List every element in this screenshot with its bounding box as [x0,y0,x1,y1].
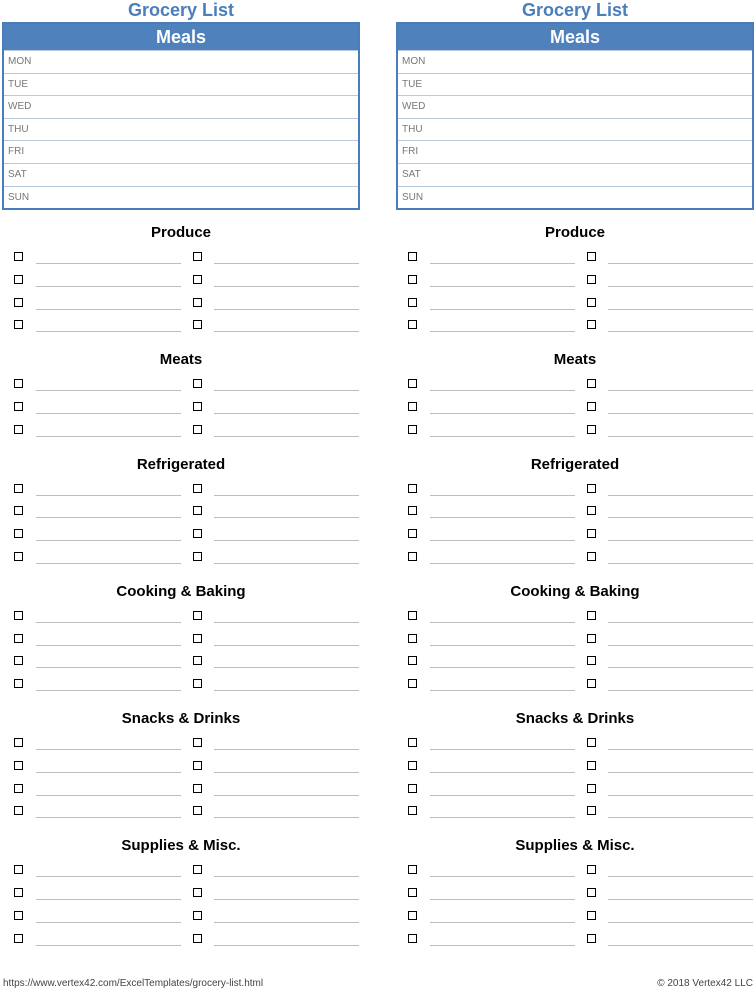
section-items [396,478,754,569]
item-line[interactable] [608,563,753,564]
checkbox[interactable] [587,934,596,943]
item-row [396,882,754,905]
item-line[interactable] [608,263,753,264]
item-line[interactable] [608,795,753,796]
meal-day-row[interactable]: MON [4,50,358,73]
item-line[interactable] [214,945,359,946]
footer-copyright: © 2018 Vertex42 LLC [657,978,753,989]
item-line[interactable] [36,286,181,287]
checkbox[interactable] [193,865,202,874]
item-row [396,523,754,546]
item-line[interactable] [430,517,575,518]
item-line[interactable] [430,413,575,414]
item-line[interactable] [608,876,753,877]
checkbox[interactable] [193,761,202,770]
meal-day-row[interactable]: FRI [398,140,752,163]
item-line[interactable] [214,309,359,310]
item-row [2,905,360,928]
checkbox[interactable] [14,320,23,329]
item-line[interactable] [430,563,575,564]
item-line[interactable] [430,817,575,818]
checkbox[interactable] [14,484,23,493]
grocery-list-right [396,0,754,950]
checkbox[interactable] [587,611,596,620]
item-line[interactable] [608,495,753,496]
meal-day-row[interactable]: TUE [398,73,752,96]
section-items [2,246,360,337]
checkbox[interactable] [408,761,417,770]
item-line[interactable] [214,645,359,646]
checkbox[interactable] [587,865,596,874]
section-title: Produce [150,224,211,241]
meal-day-row[interactable]: SUN [398,186,752,209]
checkbox[interactable] [408,506,417,515]
item-row [396,419,754,442]
checkbox[interactable] [193,252,202,261]
item-line[interactable] [214,749,359,750]
checkbox[interactable] [193,552,202,561]
item-line[interactable] [36,945,181,946]
checkbox[interactable] [193,529,202,538]
section-title: Produce [544,224,605,241]
checkbox[interactable] [587,552,596,561]
section-title: Meats [159,351,203,369]
item-row [2,882,360,905]
item-line[interactable] [608,945,753,946]
item-row [2,650,360,673]
section-title: Refrigerated [530,455,620,473]
meal-day-row[interactable]: WED [398,95,752,118]
checkbox[interactable] [14,529,23,538]
meal-day-row[interactable]: TUE [4,73,358,96]
checkbox[interactable] [408,738,417,747]
checkbox[interactable] [14,552,23,561]
item-line[interactable] [214,922,359,923]
checkbox[interactable] [14,806,23,815]
item-row [396,905,754,928]
item-line[interactable] [36,899,181,900]
meal-day-row[interactable]: SAT [398,163,752,186]
section-items [396,605,754,696]
section-title: Snacks & Drinks [515,709,635,727]
checkbox[interactable] [587,252,596,261]
checkbox[interactable] [14,679,23,688]
item-line[interactable] [430,922,575,923]
item-line[interactable] [214,876,359,877]
item-line[interactable] [608,817,753,818]
checkbox[interactable] [408,865,417,874]
item-line[interactable] [430,286,575,287]
item-line[interactable] [430,331,575,332]
item-line[interactable] [430,263,575,264]
checkbox[interactable] [587,484,596,493]
checkbox[interactable] [193,934,202,943]
checkbox[interactable] [587,379,596,388]
item-row [396,628,754,651]
item-row [2,859,360,882]
item-line[interactable] [214,540,359,541]
item-line[interactable] [430,899,575,900]
checkbox[interactable] [14,784,23,793]
item-line[interactable] [608,645,753,646]
checkbox[interactable] [14,911,23,920]
item-line[interactable] [608,540,753,541]
meal-day-row[interactable]: SAT [4,163,358,186]
checkbox[interactable] [408,806,417,815]
item-line[interactable] [430,645,575,646]
checkbox[interactable] [193,911,202,920]
item-line[interactable] [36,690,181,691]
section-items [2,732,360,823]
item-row [396,778,754,801]
checkbox[interactable] [193,402,202,411]
meal-day-row[interactable]: MON [398,50,752,73]
section-title: Supplies & Misc. [121,837,241,855]
item-line[interactable] [36,517,181,518]
item-line[interactable] [430,772,575,773]
checkbox[interactable] [193,298,202,307]
checkbox[interactable] [14,252,23,261]
checkbox[interactable] [193,888,202,897]
checkbox[interactable] [587,911,596,920]
item-line[interactable] [214,390,359,391]
meal-day-row[interactable]: THU [398,118,752,141]
checkbox[interactable] [14,298,23,307]
checkbox[interactable] [587,888,596,897]
item-row [396,928,754,951]
checkbox[interactable] [587,634,596,643]
item-line[interactable] [214,436,359,437]
meal-day-row[interactable]: FRI [4,140,358,163]
item-line[interactable] [36,413,181,414]
item-row [396,605,754,628]
footer-url[interactable]: https://www.vertex42.com/ExcelTemplates/grocery-list.html [3,978,264,989]
item-row [2,373,360,396]
section-items [396,859,754,950]
item-line[interactable] [36,922,181,923]
section-title: Cooking & Baking [510,582,640,600]
item-row [2,500,360,523]
checkbox[interactable] [193,275,202,284]
item-line[interactable] [214,263,359,264]
item-row [2,269,360,292]
item-line[interactable] [214,517,359,518]
checkbox[interactable] [193,656,202,665]
item-line[interactable] [608,413,753,414]
checkbox[interactable] [587,529,596,538]
checkbox[interactable] [587,738,596,747]
meals-header: Meals [4,24,358,50]
checkbox[interactable] [14,611,23,620]
checkbox[interactable] [408,298,417,307]
item-line[interactable] [430,690,575,691]
item-row [396,500,754,523]
item-row [2,732,360,755]
item-line[interactable] [36,795,181,796]
item-line[interactable] [608,390,753,391]
item-row [2,314,360,337]
item-line[interactable] [36,667,181,668]
meals-table [396,22,754,210]
section-title: Meats [553,351,597,369]
item-line[interactable] [214,495,359,496]
item-line[interactable] [608,922,753,923]
item-line[interactable] [214,413,359,414]
checkbox[interactable] [193,611,202,620]
item-line[interactable] [36,331,181,332]
item-row [396,650,754,673]
checkbox[interactable] [193,379,202,388]
checkbox[interactable] [408,634,417,643]
checkbox[interactable] [408,679,417,688]
item-row [396,314,754,337]
checkbox[interactable] [193,634,202,643]
checkbox[interactable] [14,506,23,515]
section-title: Snacks & Drinks [121,709,241,727]
item-row [2,396,360,419]
item-line[interactable] [608,690,753,691]
checkbox[interactable] [587,679,596,688]
item-row [2,292,360,315]
meal-day-row[interactable]: THU [4,118,358,141]
item-line[interactable] [214,899,359,900]
item-row [2,928,360,951]
item-line[interactable] [36,645,181,646]
checkbox[interactable] [408,656,417,665]
item-line[interactable] [36,436,181,437]
item-row [396,800,754,823]
item-line[interactable] [36,817,181,818]
item-line[interactable] [36,390,181,391]
item-line[interactable] [36,772,181,773]
item-line[interactable] [430,749,575,750]
item-line[interactable] [214,667,359,668]
item-line[interactable] [36,540,181,541]
list-title: Grocery List [521,0,629,20]
item-row [396,373,754,396]
item-line[interactable] [36,495,181,496]
item-line[interactable] [214,772,359,773]
list-title: Grocery List [127,0,235,20]
item-row [2,246,360,269]
checkbox[interactable] [14,656,23,665]
checkbox[interactable] [14,761,23,770]
item-line[interactable] [36,749,181,750]
item-line[interactable] [36,622,181,623]
section-title: Cooking & Baking [116,582,246,600]
checkbox[interactable] [14,934,23,943]
item-line[interactable] [608,899,753,900]
meal-day-row[interactable]: SUN [4,186,358,209]
item-line[interactable] [430,622,575,623]
checkbox[interactable] [587,806,596,815]
item-line[interactable] [214,690,359,691]
grocery-list-left [2,0,360,950]
checkbox[interactable] [14,865,23,874]
item-row [396,732,754,755]
item-line[interactable] [430,390,575,391]
checkbox[interactable] [14,634,23,643]
section-items [396,732,754,823]
section-items [2,478,360,569]
item-row [2,523,360,546]
checkbox[interactable] [193,320,202,329]
checkbox[interactable] [408,911,417,920]
item-row [396,859,754,882]
item-line[interactable] [608,622,753,623]
checkbox[interactable] [14,738,23,747]
item-line[interactable] [608,309,753,310]
item-row [396,396,754,419]
section-items [396,373,754,441]
section-title: Supplies & Misc. [515,837,635,855]
item-row [2,546,360,569]
checkbox[interactable] [587,298,596,307]
item-line[interactable] [214,817,359,818]
checkbox[interactable] [408,484,417,493]
item-line[interactable] [430,309,575,310]
item-line[interactable] [214,286,359,287]
item-line[interactable] [608,772,753,773]
item-line[interactable] [430,945,575,946]
checkbox[interactable] [587,402,596,411]
item-line[interactable] [36,563,181,564]
checkbox[interactable] [14,402,23,411]
checkbox[interactable] [408,252,417,261]
item-row [396,292,754,315]
item-row [396,478,754,501]
item-line[interactable] [608,749,753,750]
item-row [396,246,754,269]
item-row [396,755,754,778]
checkbox[interactable] [587,506,596,515]
checkbox[interactable] [14,425,23,434]
item-line[interactable] [608,331,753,332]
item-line[interactable] [214,622,359,623]
item-row [2,800,360,823]
item-row [2,419,360,442]
item-line[interactable] [608,286,753,287]
checkbox[interactable] [587,656,596,665]
checkbox[interactable] [193,506,202,515]
item-line[interactable] [214,563,359,564]
item-line[interactable] [36,263,181,264]
item-line[interactable] [608,667,753,668]
item-row [2,605,360,628]
item-line[interactable] [430,667,575,668]
section-title: Refrigerated [136,455,226,473]
checkbox[interactable] [587,425,596,434]
item-row [396,546,754,569]
item-line[interactable] [36,876,181,877]
checkbox[interactable] [408,320,417,329]
item-line[interactable] [36,309,181,310]
item-row [396,269,754,292]
checkbox[interactable] [14,275,23,284]
item-row [2,755,360,778]
item-line[interactable] [430,876,575,877]
section-items [2,605,360,696]
checkbox[interactable] [587,761,596,770]
item-row [2,478,360,501]
item-row [2,628,360,651]
item-line[interactable] [430,436,575,437]
meals-header: Meals [398,24,752,50]
checkbox[interactable] [193,484,202,493]
checkbox[interactable] [193,679,202,688]
checkbox[interactable] [408,552,417,561]
checkbox[interactable] [193,738,202,747]
section-items [2,373,360,441]
item-line[interactable] [430,540,575,541]
checkbox[interactable] [408,611,417,620]
checkbox[interactable] [408,934,417,943]
meals-table [2,22,360,210]
checkbox[interactable] [408,379,417,388]
checkbox[interactable] [193,425,202,434]
section-items [2,859,360,950]
item-line[interactable] [608,436,753,437]
item-row [2,673,360,696]
checkbox[interactable] [193,806,202,815]
checkbox[interactable] [408,275,417,284]
item-line[interactable] [608,517,753,518]
checkbox[interactable] [14,888,23,897]
checkbox[interactable] [408,402,417,411]
checkbox[interactable] [408,529,417,538]
item-line[interactable] [214,795,359,796]
checkbox[interactable] [408,888,417,897]
item-line[interactable] [214,331,359,332]
checkbox[interactable] [14,379,23,388]
meal-day-row[interactable]: WED [4,95,358,118]
checkbox[interactable] [587,275,596,284]
checkbox[interactable] [193,784,202,793]
item-row [396,673,754,696]
checkbox[interactable] [408,784,417,793]
checkbox[interactable] [587,784,596,793]
item-row [2,778,360,801]
section-items [396,246,754,337]
item-line[interactable] [430,795,575,796]
checkbox[interactable] [587,320,596,329]
item-line[interactable] [430,495,575,496]
checkbox[interactable] [408,425,417,434]
